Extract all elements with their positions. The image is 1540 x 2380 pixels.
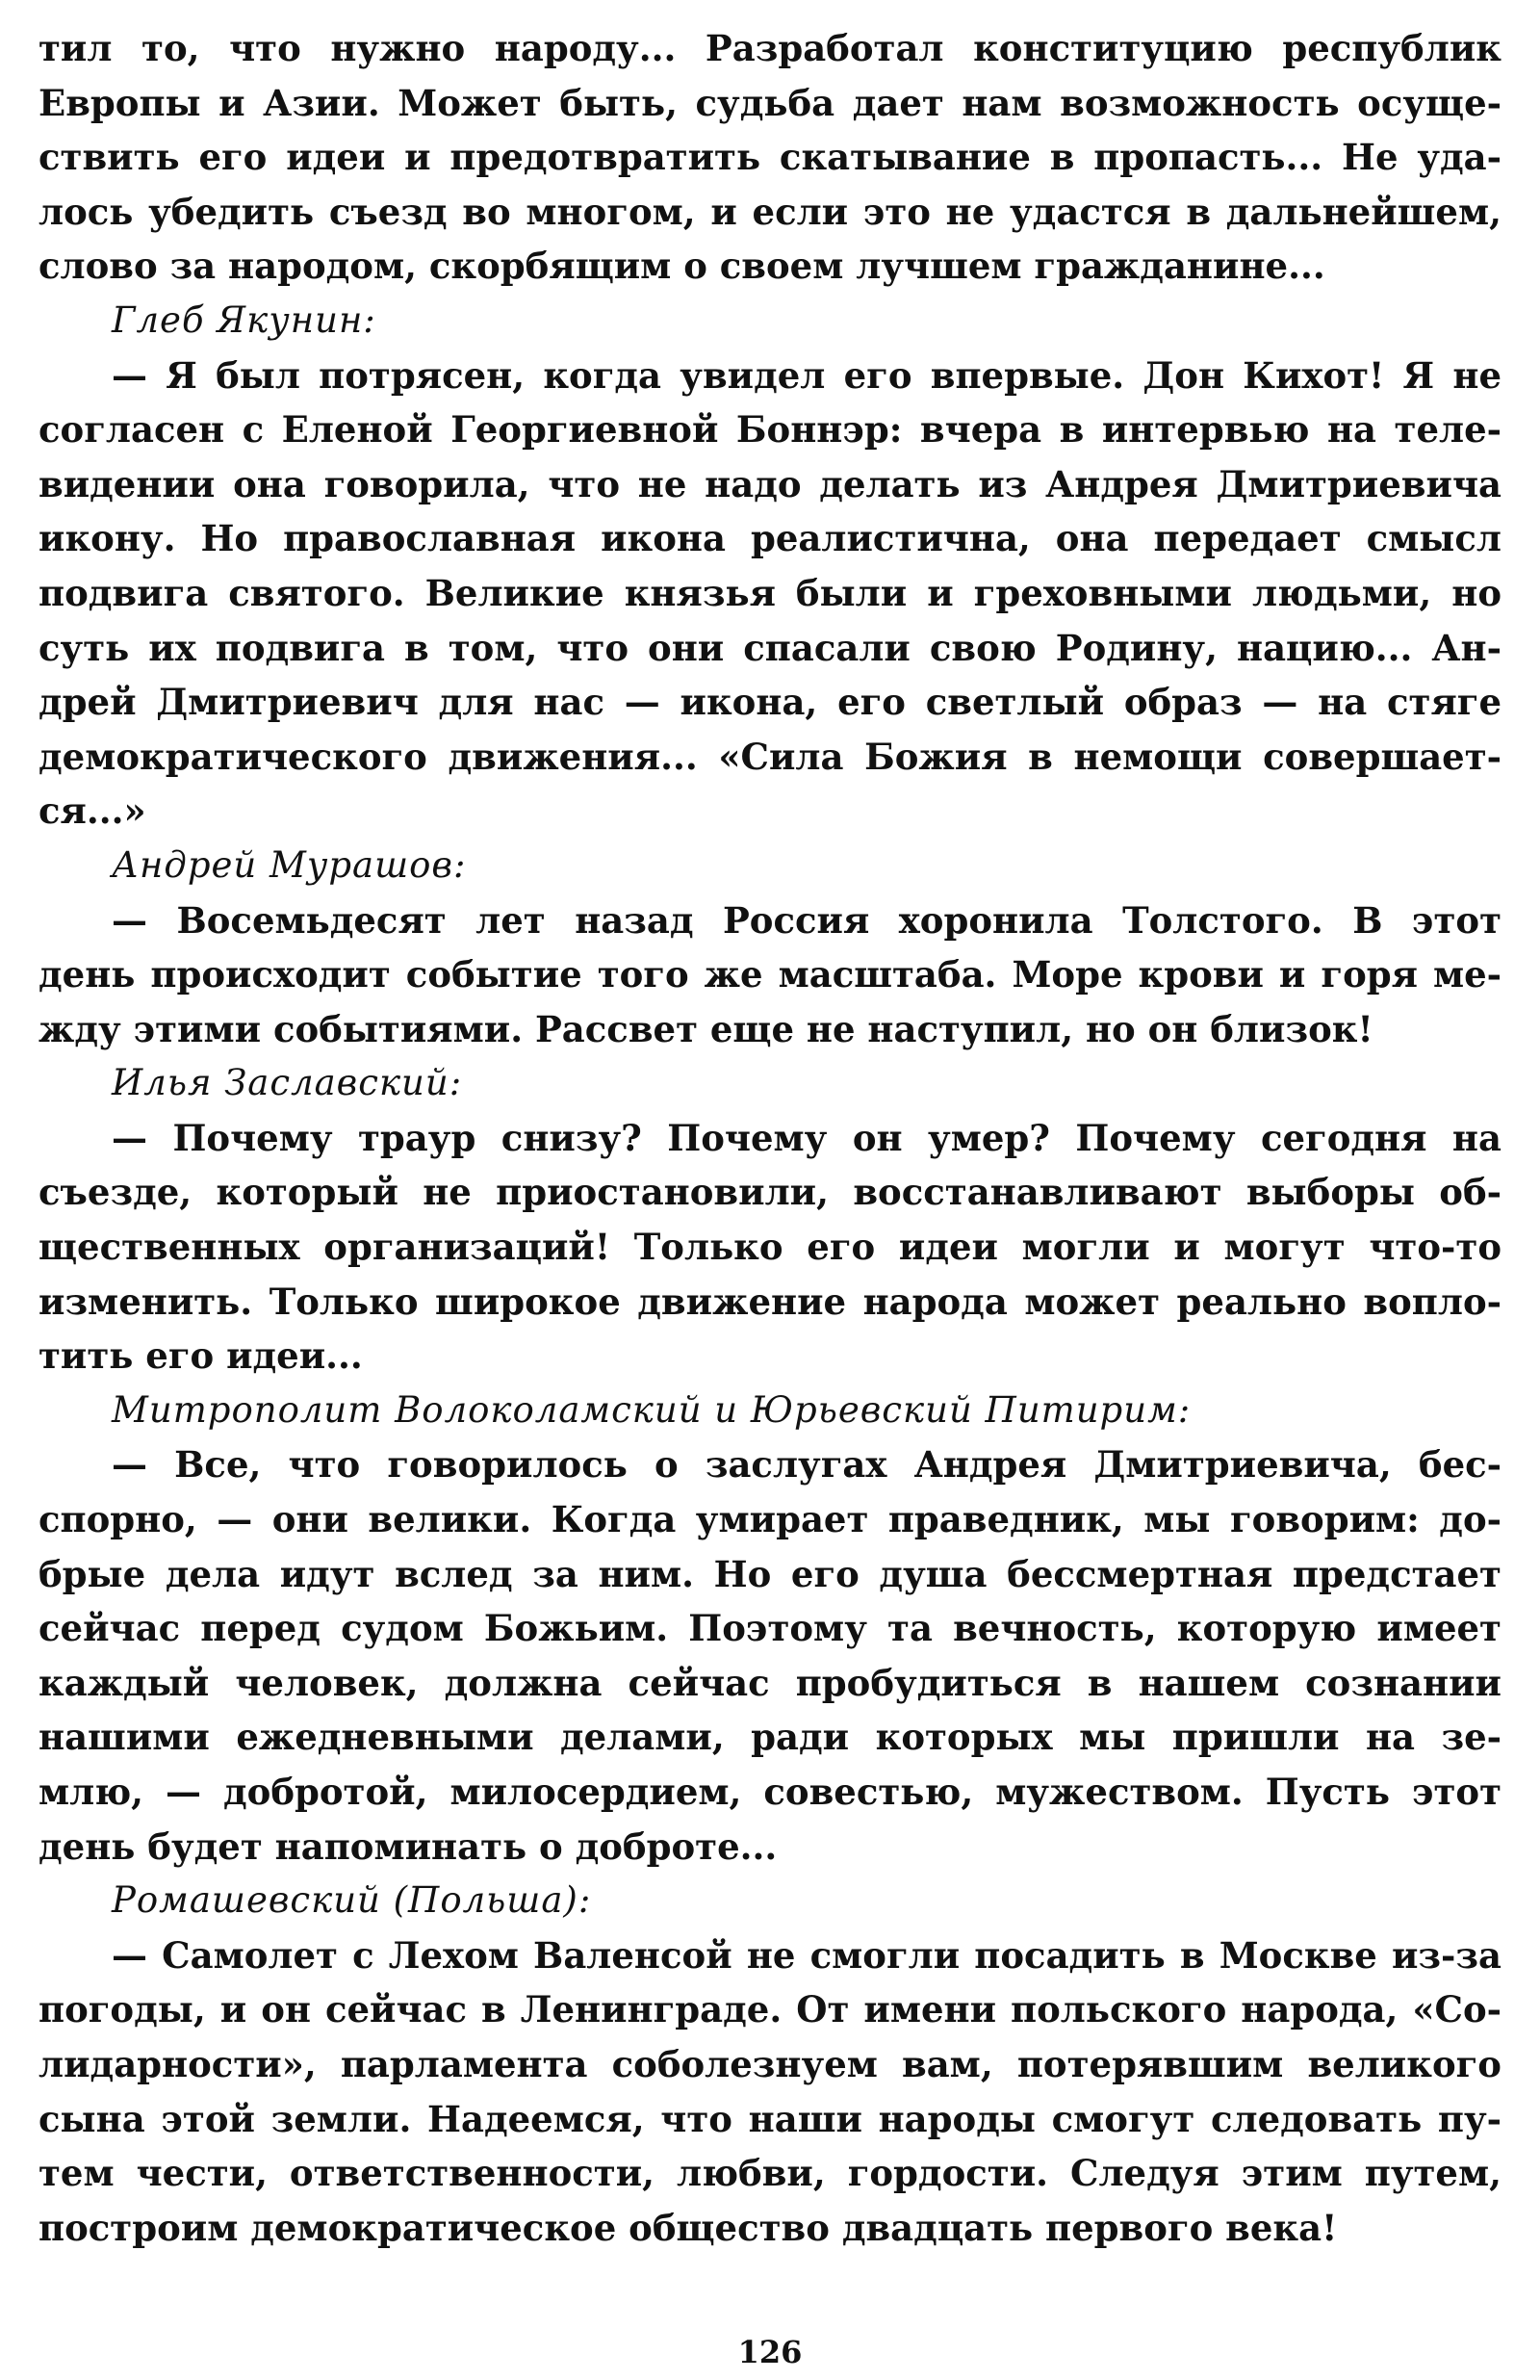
speaker-name: Митрополит Волоколамский и Юрьевский Питирим: (112, 1388, 1192, 1431)
text-line: каждый человек, должна сейчас пробудиться в нашем сознании (38, 1661, 1502, 1704)
text-line: брые дела идут вслед за ним. Но его душа бессмертная предстает (38, 1552, 1502, 1595)
text-line: тем чести, ответственности, любви, гордости. Следуя этим путем, (38, 2152, 1502, 2195)
speaker-name: Глеб Якунин: (112, 298, 376, 341)
text-line: — Самолет с Лехом Валенсой не смогли посадить в Москве из-за (112, 1933, 1502, 1977)
speaker-name: Андрей Мурашов: (112, 843, 467, 886)
text-line: видении она говорила, что не надо делать из Андрея Дмитриевича (38, 462, 1502, 505)
speech-paragraph (38, 893, 1502, 1057)
text-line: спорно, — они велики. Когда умирает праведник, мы говорим: до- (38, 1498, 1502, 1541)
text-line: тил то, что нужно народу... Разработал конституцию республик (38, 27, 1502, 69)
text-line: млю, — добротой, милосердием, совестью, мужеством. Пусть этот (38, 1771, 1502, 1813)
speech-paragraph (38, 349, 1502, 839)
text-line: построим демократическое общество двадцать первого века! (38, 2206, 1338, 2249)
text-line: икону. Но православная икона реалистична, она передает смысл (38, 517, 1502, 560)
text-line: Европы и Азии. Может быть, судьба дает нам возможность осуще- (38, 81, 1502, 124)
text-line: погоды, и он сейчас в Ленинграде. От имени польского народа, «Со- (38, 1988, 1502, 2031)
speech-paragraph (38, 1437, 1502, 1874)
speech-paragraph (38, 1928, 1502, 2256)
text-line: нашими ежедневными делами, ради которых мы пришли на зе- (38, 1716, 1502, 1759)
text-line: — Почему траур снизу? Почему он умер? Почему сегодня на (112, 1116, 1502, 1159)
page-text (38, 21, 1502, 2255)
text-line: сына этой земли. Надеемся, что наши народы смогут следовать пу- (38, 2097, 1502, 2140)
text-line: сейчас перед судом Божьим. Поэтому та вечность, которую имеет (38, 1607, 1502, 1650)
text-line: день будет напоминать о доброте... (38, 1824, 778, 1868)
text-line: согласен с Еленой Георгиевной Боннэр: вчера в интервью на теле- (38, 408, 1502, 452)
text-line: — Все, что говорилось о заслугах Андрея Дмитриевича, бес- (112, 1443, 1502, 1487)
page-number: 126 (737, 2334, 803, 2370)
text-line: дрей Дмитриевич для нас — икона, его светлый образ — на стяге (38, 681, 1502, 724)
text-line: изменить. Только широкое движение народа может реально вопло- (38, 1280, 1502, 1323)
text-line: подвига святого. Великие князья были и греховными людьми, но (38, 571, 1502, 614)
text-line: демократического движения... «Сила Божия в немощи совершает- (38, 735, 1502, 778)
text-line: щественных организаций! Только его идеи могли и могут что-то (38, 1226, 1502, 1269)
text-line: — Восемьдесят лет назад Россия хоронила Толстого. В этот (112, 898, 1502, 942)
text-line: жду этими событиями. Рассвет еще не наступил, но он близок! (38, 1007, 1373, 1050)
text-line: съезде, который не приостановили, восстанавливают выборы об- (38, 1171, 1502, 1214)
text-line: — Я был потрясен, когда увидел его впервые. Дон Кихот! Я не (112, 353, 1502, 397)
text-line: ся...» (38, 789, 146, 833)
speaker-name: Ромашевский (Польша): (112, 1879, 592, 1922)
text-line: день происходит событие того же масштаба. Море крови и горя ме- (38, 953, 1502, 996)
text-line: ствить его идеи и предотвратить скатывание в пропасть... Не уда- (38, 136, 1502, 179)
text-line: суть их подвига в том, что они спасали свою Родину, нацию... Ан- (38, 626, 1502, 669)
paragraph-continuation (38, 21, 1502, 294)
speech-paragraph (38, 1111, 1502, 1384)
text-line: лидарности», парламента соболезнуем вам, потерявшим великого (38, 2042, 1502, 2085)
text-line: слово за народом, скорбящим о своем лучшем гражданине... (38, 245, 1325, 288)
speaker-name: Илья Заславский: (112, 1062, 463, 1104)
text-line: тить его идеи... (38, 1334, 363, 1378)
text-line: лось убедить съезд во многом, и если это не удастся в дальнейшем, (38, 190, 1502, 233)
